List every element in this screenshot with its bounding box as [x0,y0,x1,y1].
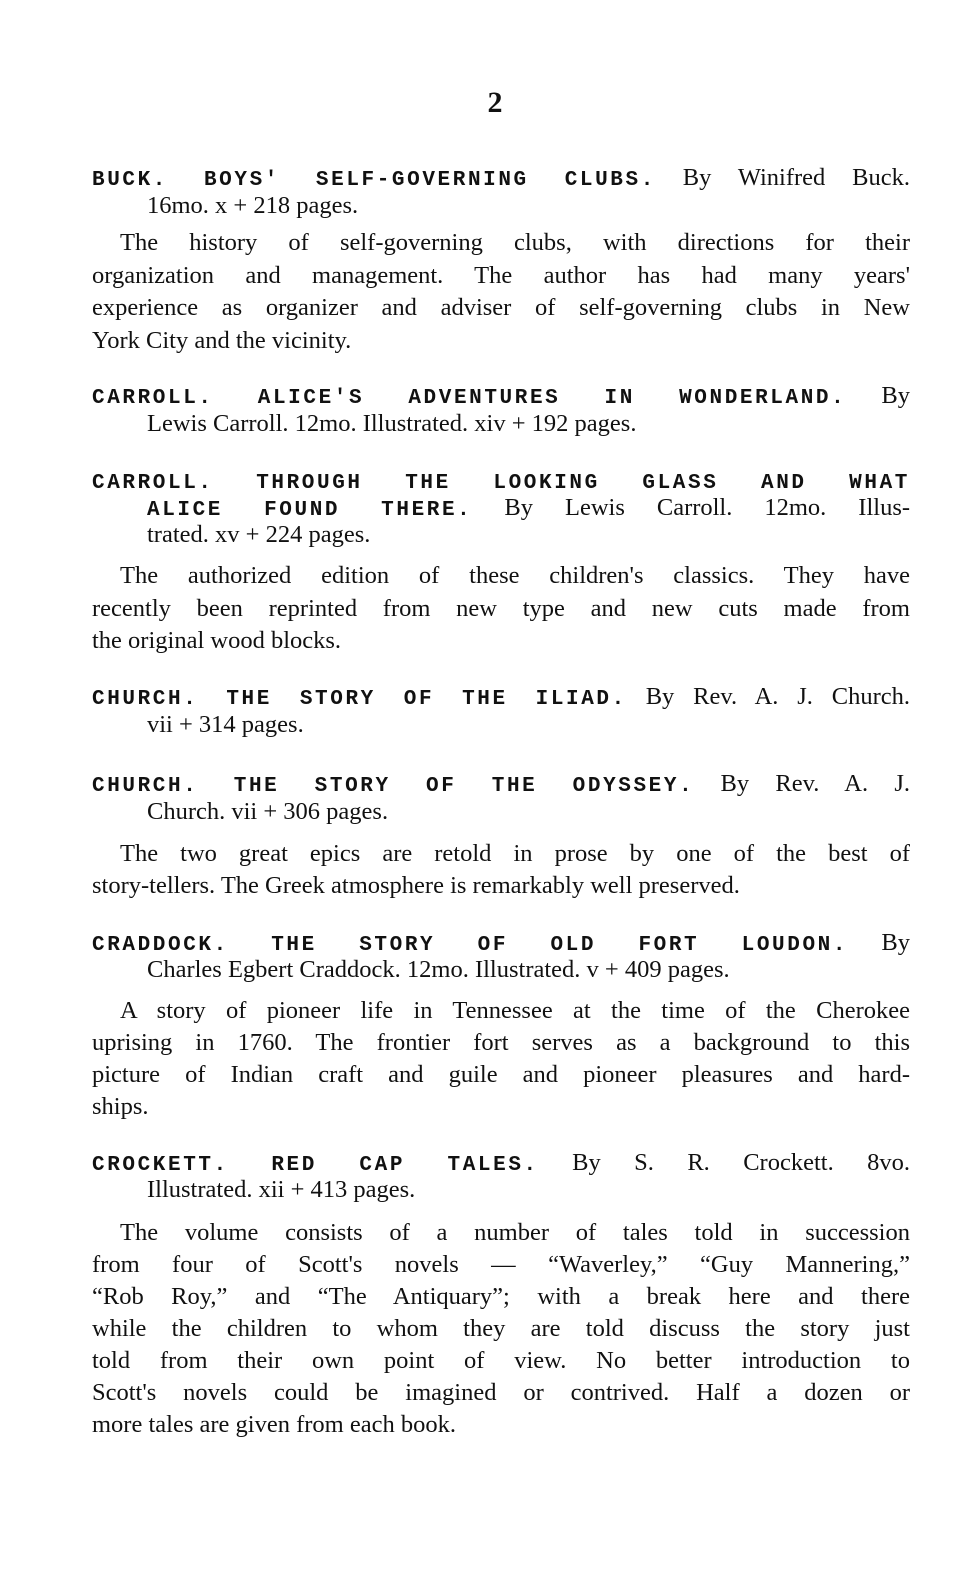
entry-heading-line [147,955,910,985]
entry-details: 16mo. x + 218 pages. [147,192,359,219]
entry-details: By Rev. A. J. Church. [645,683,910,710]
entry-heading-line [92,163,910,193]
entry-description-line: “Rob Roy,” and “The Antiquary”; with a break here and there [92,1283,910,1310]
entry-description-line: the original wood blocks. [92,627,342,654]
entry-description-line: The history of self-governing clubs, with directions for their [120,229,910,256]
entry-description-line: while the children to whom they are told discuss the story just [92,1315,910,1342]
entry-description-line: from four of Scott's novels — “Waverley,” “Guy Mannering,” [92,1251,910,1278]
entry-details: By [881,929,910,956]
entry-description-line: picture of Indian craft and guile and pioneer pleasures and hard- [92,1061,910,1088]
entry-details: By Winifred Buck. [682,164,910,191]
entry-details: By [881,382,910,409]
entry-heading-line [92,682,910,712]
entry-description-line: York City and the vicinity. [92,327,352,354]
page-number: 2 [487,86,503,119]
entry-description-line: The two great epics are retold in prose by one of the best of [120,840,910,867]
entry-title: BUCK. BOYS' SELF-GOVERNING CLUBS. [92,169,656,192]
entry-details: Church. vii + 306 pages. [147,798,389,825]
entry-details: Illustrated. xii + 413 pages. [147,1176,416,1203]
entry-heading-line [147,520,910,550]
entry-description-line: recently been reprinted from new type and new cuts made from [92,595,910,622]
entry-title: CROCKETT. RED CAP TALES. [92,1154,539,1177]
entry-heading-line [147,191,910,221]
entry-details: By Lewis Carroll. 12mo. Illus- [504,494,910,521]
entry-description-line: The volume consists of a number of tales told in succession [120,1219,910,1246]
entry-details: Charles Egbert Craddock. 12mo. Illustrated. v + 409 pages. [147,956,730,983]
entry-heading-line [147,1175,910,1205]
entry-description-line: story-tellers. The Greek atmosphere is remarkably well preserved. [92,872,740,899]
entry-title: CHURCH. THE STORY OF THE ODYSSEY. [92,775,695,798]
entry-details: trated. xv + 224 pages. [147,521,371,548]
entry-heading-line [147,409,910,439]
entry-description-line: uprising in 1760. The frontier fort serves as a background to this [92,1029,910,1056]
entry-heading-line [92,769,910,799]
entry-title: CARROLL. ALICE'S ADVENTURES IN WONDERLAND. [92,387,847,410]
entry-description-line: organization and management. The author has had many years' [92,262,910,289]
entry-heading-line [92,1148,910,1178]
entry-description-line: ships. [92,1093,149,1120]
entry-title: CRADDOCK. THE STORY OF OLD FORT LOUDON. [92,934,849,957]
entry-details: Lewis Carroll. 12mo. Illustrated. xiv + 192 pages. [147,410,637,437]
entry-description-line: told from their own point of view. No better introduction to [92,1347,910,1374]
entry-heading-line [92,381,910,411]
entry-title: CARROLL. THROUGH THE LOOKING GLASS AND WHAT [92,472,910,495]
entry-heading-line [92,466,910,496]
entry-description-line: A story of pioneer life in Tennessee at the time of the Cherokee [120,997,910,1024]
entry-title: CHURCH. THE STORY OF THE ILIAD. [92,688,627,711]
entry-description-line: experience as organizer and adviser of self-governing clubs in New [92,294,910,321]
entry-title: ALICE FOUND THERE. [147,499,473,522]
entry-details: By Rev. A. J. [720,770,910,797]
entry-details: vii + 314 pages. [147,711,304,738]
entry-heading-line [92,928,910,958]
entry-description-line: Scott's novels could be imagined or contrived. Half a dozen or [92,1379,910,1406]
entry-description-line: The authorized edition of these children's classics. They have [120,562,910,589]
entry-heading-line [147,493,910,523]
entry-heading-line [147,797,910,827]
entry-details: By S. R. Crockett. 8vo. [572,1149,910,1176]
entry-description-line: more tales are given from each book. [92,1411,456,1438]
entry-heading-line [147,710,910,740]
